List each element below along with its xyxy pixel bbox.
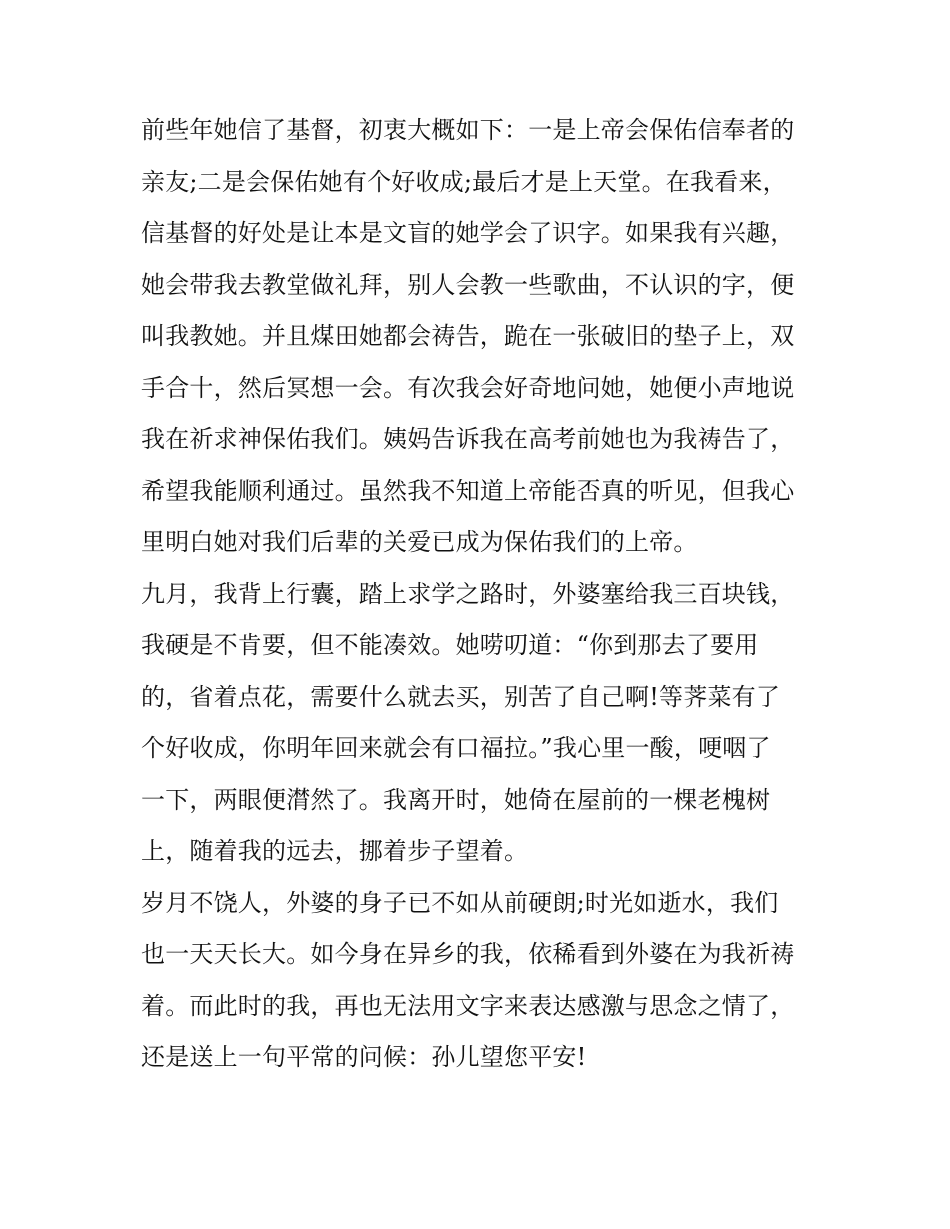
text-line: 也一天天长大。如今身在异乡的我，依稀看到外婆在为我祈祷 xyxy=(141,940,795,968)
text-line: 的，省着点花，需要什么就去买，别苦了自己啊!等荠菜有了 xyxy=(141,682,781,711)
text-line: 里明白她对我们后辈的关爱已成为保佑我们的上帝。 xyxy=(141,528,698,556)
text-line: 上，随着我的远去，挪着步子望着。 xyxy=(141,837,529,865)
text-line: 我在祈求神保佑我们。姨妈告诉我在高考前她也为我祷告了， xyxy=(141,425,795,453)
text-line: 信基督的好处是让本是文盲的她学会了识字。如果我有兴趣， xyxy=(141,219,795,247)
text-line: 着。而此时的我，再也无法用文字来表达感激与思念之情了， xyxy=(141,991,795,1020)
text-line: 手合十，然后冥想一会。有次我会好奇地问她，她便小声地说 xyxy=(141,373,795,402)
text-line: 叫我教她。并且煤田她都会祷告，跪在一张破旧的垫子上，双 xyxy=(141,322,795,350)
text-line: 前些年她信了基督，初衷大概如下：一是上帝会保佑信奉者的 xyxy=(141,116,795,144)
text-line: 个好收成，你明年回来就会有口福拉。”我心里一酸，哽咽了 xyxy=(141,734,771,762)
document-body xyxy=(141,107,821,1086)
text-line: 亲友;二是会保佑她有个好收成;最后才是上天堂。在我看来， xyxy=(141,167,787,196)
text-line: 岁月不饶人，外婆的身子已不如从前硬朗;时光如逝水，我们 xyxy=(141,888,779,917)
text-line: 还是送上一句平常的问候：孙儿望您平安! xyxy=(141,1043,587,1071)
text-line: 希望我能顺利通过。虽然我不知道上帝能否真的听见，但我心 xyxy=(141,476,795,505)
text-line: 一下，两眼便潸然了。我离开时，她倚在屋前的一棵老槐树 xyxy=(141,785,771,814)
text-line: 她会带我去教堂做礼拜，别人会教一些歌曲，不认识的字，便 xyxy=(141,270,795,299)
text-line: 我硬是不肯要，但不能凑效。她唠叨道：“你到那去了要用 xyxy=(141,631,759,659)
text-line: 九月，我背上行囊，踏上求学之路时，外婆塞给我三百块钱， xyxy=(141,579,795,608)
